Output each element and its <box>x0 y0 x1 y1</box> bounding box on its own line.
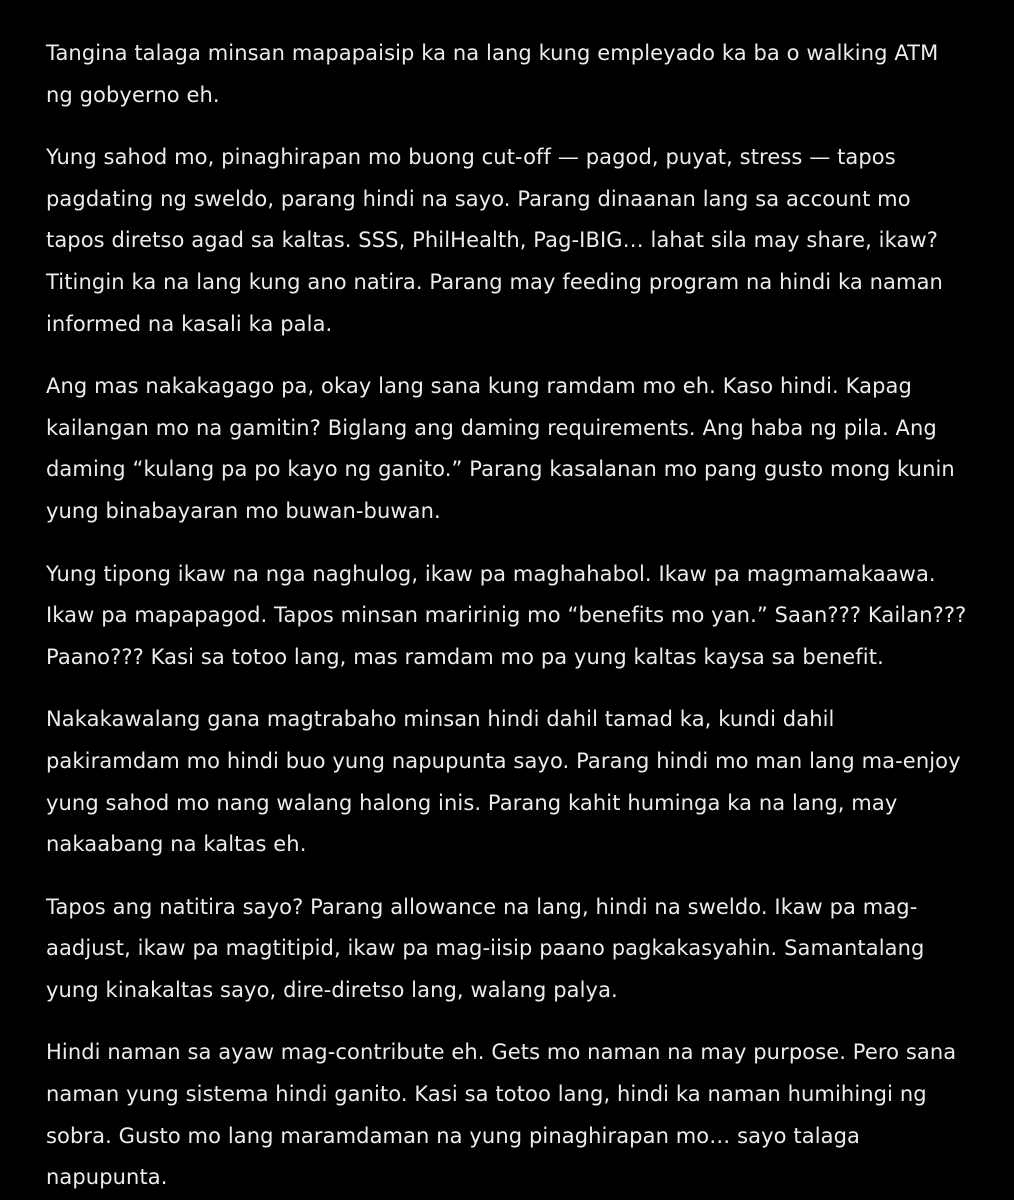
paragraph-1: Tangina talaga minsan mapapaisip ka na lang kung empleyado ka ba o walking ATM ng gobyerno eh. <box>46 41 939 107</box>
paragraph-3: Ang mas nakakagago pa, okay lang sana kung ramdam mo eh. Kaso hindi. Kapag kailangan mo na gamitin? Biglang ang daming requirements. Ang haba ng pila. Ang daming “kulang pa po kayo ng ganito.” Parang kasalanan mo pang gusto mong kunin yung binabayaran mo buwan-buwan. <box>46 374 955 523</box>
paragraph-6: Tapos ang natitira sayo? Parang allowance na lang, hindi na sweldo. Ikaw pa mag-aadjust, ikaw pa magtitipid, ikaw pa mag-iisip paano pagkakasyahin. Samantalang yung kinakaltas sayo, dire-diretso lang, walang palya. <box>46 894 925 1002</box>
paragraph-2: Yung sahod mo, pinaghirapan mo buong cut-off — pagod, puyat, stress — tapos pagdating ng sweldo, parang hindi na sayo. Parang dinaanan lang sa account mo tapos diretso agad sa kaltas. SSS, PhilHealth, Pag-IBIG… lahat sila may share, ikaw? Titingin ka na lang kung ano natira. Parang may feeding program na hindi ka naman informed na kasali ka pala. <box>46 145 943 336</box>
paragraph-5: Nakakawalang gana magtrabaho minsan hindi dahil tamad ka, kundi dahil pakiramdam mo hindi buo yung napupunta sayo. Parang hindi mo man lang ma-enjoy yung sahod mo nang walang halong inis. Parang kahit huminga ka na lang, may nakaabang na kaltas eh. <box>46 707 961 857</box>
paragraph-7: Hindi naman sa ayaw mag-contribute eh. Gets mo naman na may purpose. Pero sana naman yung sistema hindi ganito. Kasi sa totoo lang, hindi ka naman humihingi ng sobra. Gusto mo lang maramdaman na yung pinaghirapan mo… sayo talaga napupunta. <box>46 1040 957 1190</box>
paragraph-4: Yung tipong ikaw na nga naghulog, ikaw pa maghahabol. Ikaw pa magmamakaawa. Ikaw pa mapapagod. Tapos minsan maririnig mo “benefits mo yan.” Saan??? Kailan??? Paano??? Kasi sa totoo lang, mas ramdam mo pa yung kaltas kaysa sa benefit. <box>46 561 967 669</box>
